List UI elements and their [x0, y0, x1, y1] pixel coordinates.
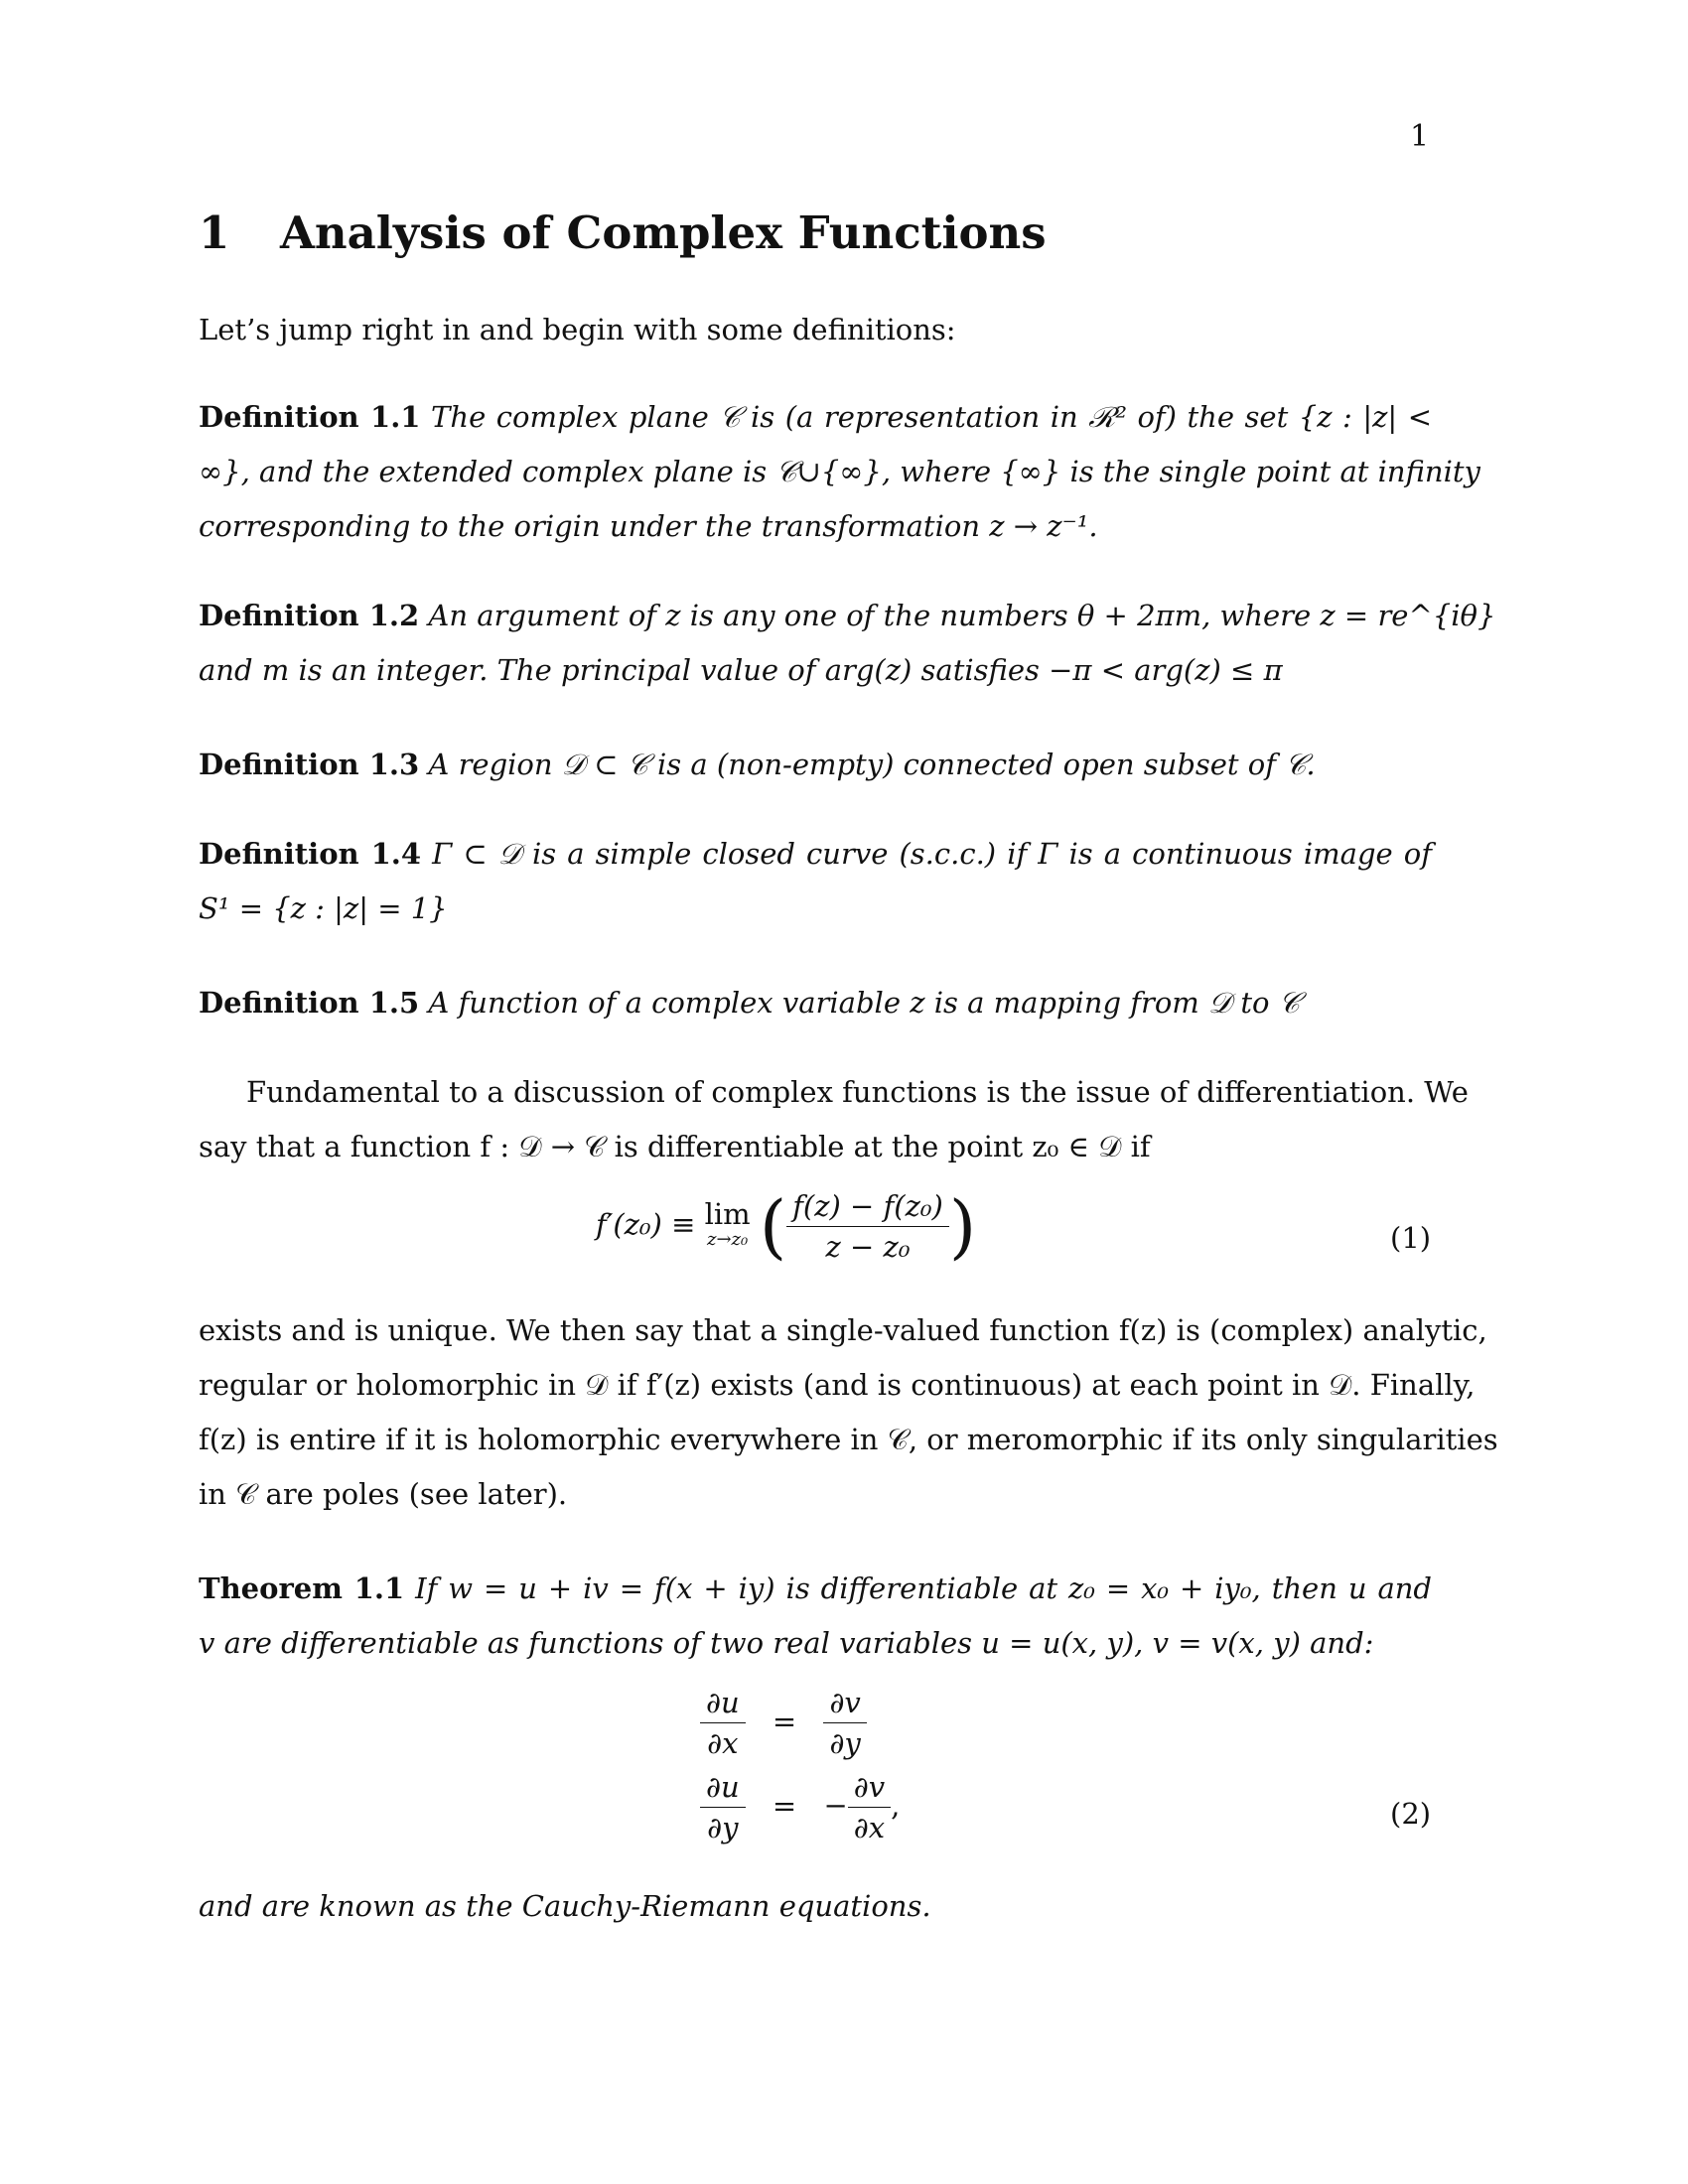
- theorem-text: If w = u + iv = f(x + iy) is differentiable at z₀ = x₀ + iy₀, then u and: [415, 1571, 1432, 1605]
- theorem-closing: and are known as the Cauchy-Riemann equations.: [199, 1889, 931, 1923]
- rhs-fraction: [848, 1767, 891, 1847]
- definition-1-2-line-1: [199, 589, 1496, 643]
- rhs-numerator: ∂v: [848, 1767, 891, 1808]
- rhs-denominator: ∂x: [853, 1811, 886, 1844]
- intro-text: Let’s jump right in and begin with some definitions:: [199, 313, 956, 346]
- numerator: f(z) − f(z₀): [786, 1186, 949, 1227]
- paragraph-1-line-1: Fundamental to a discussion of complex functions is the issue of differentiation. We: [246, 1075, 1469, 1109]
- definition-label: Definition 1.2: [199, 599, 420, 632]
- paragraph-2-line-4: in 𝒞 are poles (see later).: [199, 1477, 568, 1511]
- equals-sign: =: [772, 1788, 797, 1823]
- theorem-label: Theorem 1.1: [199, 1571, 405, 1605]
- equation-number-2: (2): [1390, 1797, 1432, 1831]
- definition-1-4-line-2: S¹ = {z : |z| = 1}: [199, 891, 448, 925]
- paragraph-2-line-1: exists and is unique. We then say that a single-valued function f(z) is (complex) analytic,: [199, 1313, 1487, 1347]
- lhs-fraction: [700, 1767, 746, 1847]
- limit-operator: [704, 1196, 751, 1253]
- definition-label: Definition 1.4: [199, 837, 422, 871]
- section-heading: [199, 206, 1047, 259]
- page-number: 1: [1410, 119, 1430, 154]
- section-title: Analysis of Complex Functions: [280, 206, 1047, 259]
- paragraph-2-line-2: regular or holomorphic in 𝒟 if f′(z) exists (and is continuous) at each point in 𝒟. Finally,: [199, 1368, 1476, 1402]
- definition-label: Definition 1.5: [199, 986, 420, 1020]
- equation-1: [596, 1186, 976, 1267]
- rhs-numerator: ∂v: [823, 1683, 866, 1723]
- paragraph-1-line-2: say that a function f : 𝒟 → 𝒞 is differentiable at the point z₀ ∈ 𝒟 if: [199, 1130, 1151, 1163]
- definition-text: Γ ⊂ 𝒟 is a simple closed curve (s.c.c.) if Γ is a continuous image of: [432, 837, 1432, 871]
- left-paren: (: [759, 1185, 787, 1268]
- equation-lhs: f′(z₀) ≡: [596, 1207, 696, 1242]
- definition-text: A function of a complex variable z is a mapping from 𝒟 to 𝒞: [428, 986, 1300, 1020]
- lhs-denominator: ∂x: [707, 1726, 739, 1760]
- definition-text: An argument of z is any one of the numbers θ + 2πm, where z = re^{iθ}: [428, 599, 1496, 632]
- limit-subscript: z→z₀: [706, 1228, 749, 1250]
- definition-1-4-line-1: [199, 827, 1432, 882]
- definition-1-5-line-1: [199, 976, 1432, 1030]
- definition-1-1-line-2: ∞}, and the extended complex plane is 𝒞∪{∞}, where {∞} is the single point at infinity: [199, 455, 1480, 488]
- section-number: 1: [199, 206, 230, 259]
- rhs-fraction: [823, 1683, 866, 1763]
- definition-label: Definition 1.3: [199, 748, 420, 781]
- trailing-comma: ,: [891, 1788, 901, 1823]
- cauchy-riemann-row-2: [700, 1767, 900, 1847]
- theorem-1-1-line-2: v are differentiable as functions of two real variables u = u(x, y), v = v(x, y) and:: [199, 1626, 1374, 1660]
- lhs-numerator: ∂u: [700, 1683, 746, 1723]
- lhs-denominator: ∂y: [707, 1811, 739, 1844]
- definition-label: Definition 1.1: [199, 400, 421, 434]
- equals-sign: =: [772, 1704, 797, 1738]
- paragraph-2-line-3: f(z) is entire if it is holomorphic everywhere in 𝒞, or meromorphic if its only singularities: [199, 1423, 1498, 1456]
- lhs-fraction: [700, 1683, 746, 1763]
- minus-sign: −: [823, 1788, 848, 1823]
- definition-text: A region 𝒟 ⊂ 𝒞 is a (non-empty) connected open subset of 𝒞.: [428, 748, 1316, 781]
- rhs-denominator: ∂y: [829, 1726, 861, 1760]
- definition-1-1-line-1: [199, 390, 1432, 445]
- denominator: z − z₀: [825, 1230, 911, 1264]
- limit-label: lim: [704, 1196, 751, 1231]
- definition-text: The complex plane 𝒞 is (a representation in ℛ² of) the set {z : |z| <: [431, 400, 1432, 434]
- difference-quotient: [786, 1186, 949, 1267]
- definition-1-3-line-1: [199, 738, 1432, 792]
- cauchy-riemann-row-1: [700, 1683, 867, 1763]
- definition-1-2-line-2: and m is an integer. The principal value of arg(z) satisfies −π < arg(z) ≤ π: [199, 653, 1283, 687]
- theorem-1-1-line-1: [199, 1562, 1432, 1616]
- right-paren: ): [948, 1185, 977, 1268]
- lhs-numerator: ∂u: [700, 1767, 746, 1808]
- definition-1-1-line-3: corresponding to the origin under the transformation z → z⁻¹.: [199, 509, 1098, 543]
- equation-number-1: (1): [1390, 1221, 1432, 1255]
